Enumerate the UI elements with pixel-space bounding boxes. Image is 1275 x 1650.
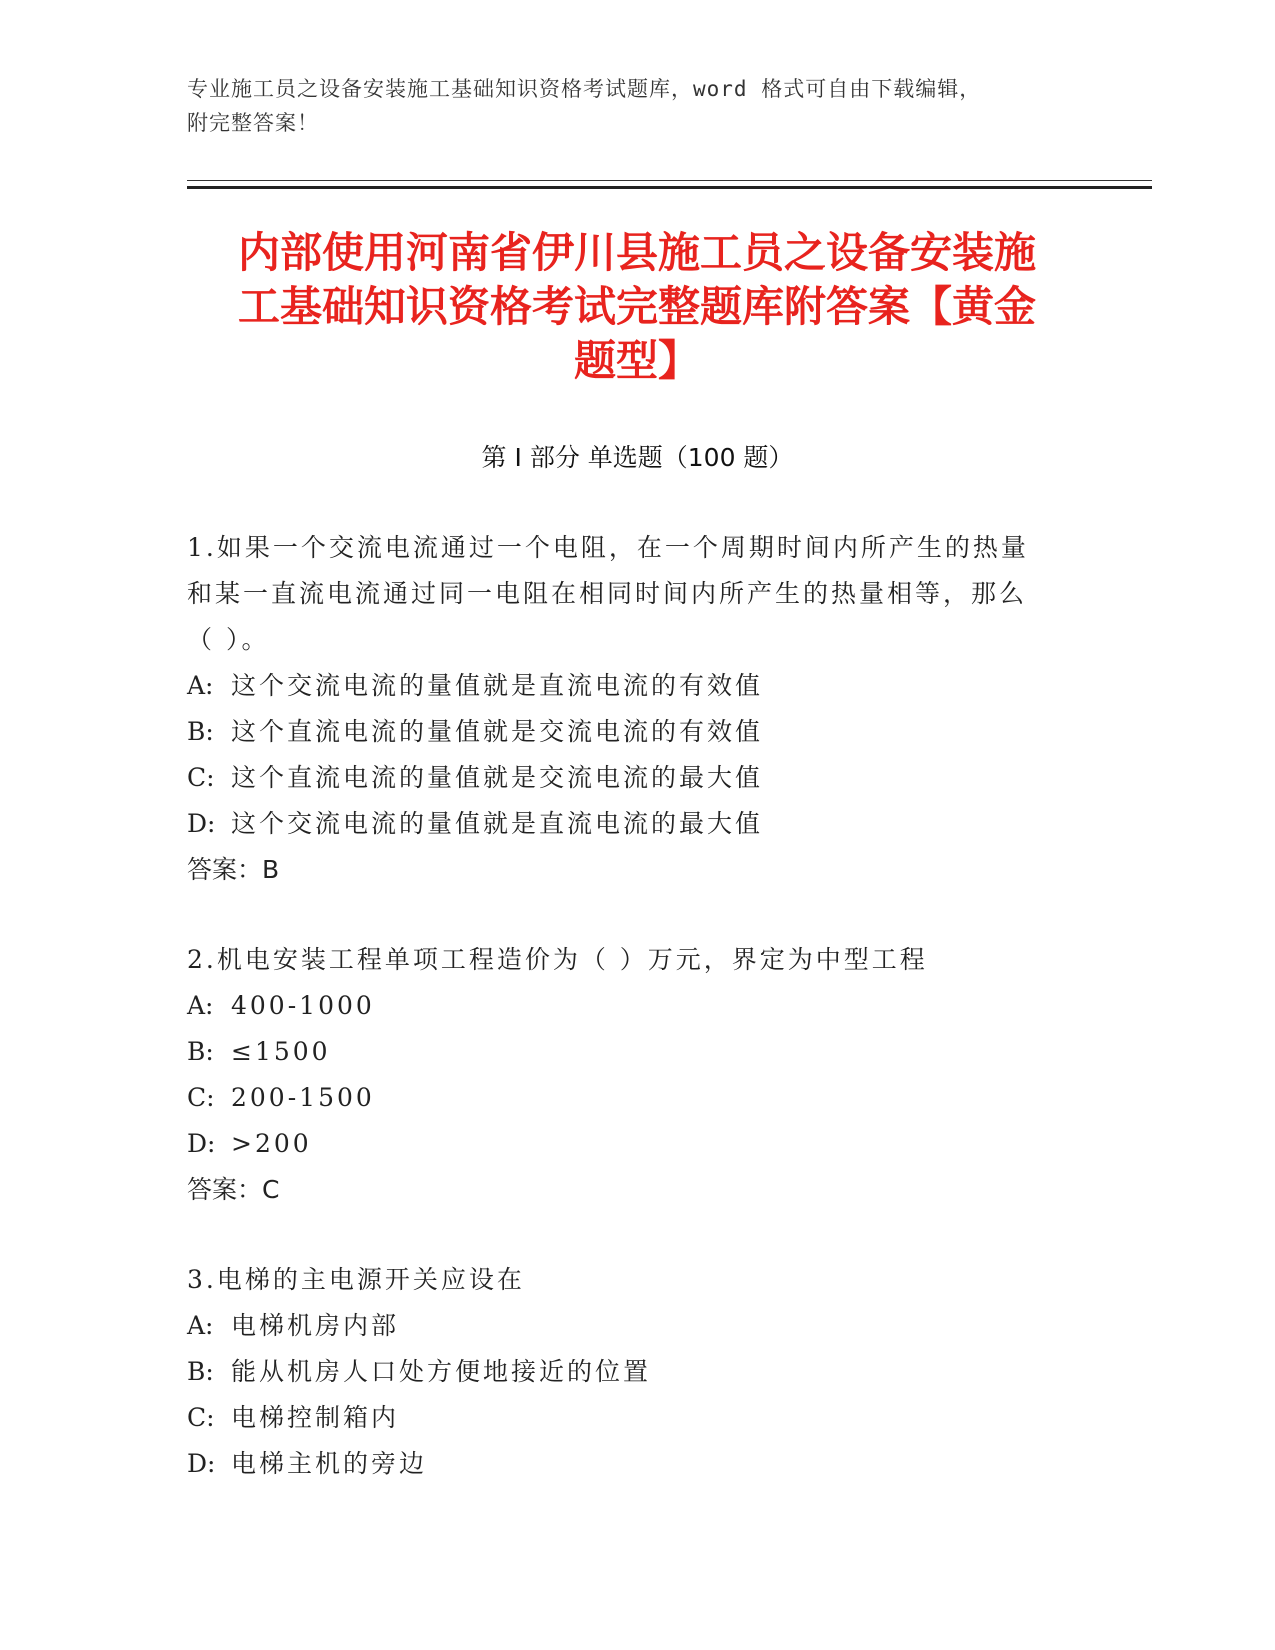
answer-option-a xyxy=(187,1303,1067,1349)
option-key: B: xyxy=(187,1037,214,1066)
document-title xyxy=(187,226,1087,388)
document-title-line: 内部使用河南省伊川县施工员之设备安装施 xyxy=(237,228,1036,277)
header-divider-thin xyxy=(187,180,1152,181)
question-stem: 2.机电安装工程单项工程造价为（ ）万元，界定为中型工程 xyxy=(187,945,928,974)
question-stem: 和某一直流电流通过同一电阻在相同时间内所产生的热量相等，那么 xyxy=(187,579,1028,608)
option-key: C: xyxy=(187,1403,215,1432)
option-key: A: xyxy=(187,1311,214,1340)
option-key: D: xyxy=(187,1129,216,1158)
header-note-line: 专业施工员之设备安装施工基础知识资格考试题库，word 格式可自由下载编辑， xyxy=(187,77,982,101)
answer-option-d xyxy=(187,1121,1067,1167)
option-key: B: xyxy=(187,717,214,746)
question-spacer xyxy=(187,893,1067,937)
header-note xyxy=(187,72,1067,140)
answer-option-d xyxy=(187,801,1067,847)
option-text: 能从机房人口处方便地接近的位置 xyxy=(231,1357,652,1386)
question-item xyxy=(187,525,1067,893)
answer-option-c xyxy=(187,1395,1067,1441)
answer-option-b xyxy=(187,1029,1067,1075)
answer-key: 答案：C xyxy=(187,1175,280,1204)
answer-option-c xyxy=(187,755,1067,801)
answer-option-c xyxy=(187,1075,1067,1121)
option-key: B: xyxy=(187,1357,214,1386)
option-text: 这个交流电流的量值就是直流电流的有效值 xyxy=(231,671,764,700)
option-text: 这个直流电流的量值就是交流电流的最大值 xyxy=(231,763,764,792)
option-key: C: xyxy=(187,763,215,792)
question-stem: （ ）。 xyxy=(187,625,270,654)
option-text: 这个交流电流的量值就是直流电流的最大值 xyxy=(231,809,764,838)
option-text: 200-1500 xyxy=(231,1083,375,1112)
option-key: D: xyxy=(187,809,216,838)
option-text: 400-1000 xyxy=(231,991,375,1020)
option-key: C: xyxy=(187,1083,215,1112)
section-heading: 第 I 部分 单选题（100 题） xyxy=(481,443,794,472)
question-spacer xyxy=(187,1213,1067,1257)
question-stem: 3.电梯的主电源开关应设在 xyxy=(187,1265,525,1294)
answer-option-b xyxy=(187,709,1067,755)
option-key: A: xyxy=(187,671,214,700)
question-list xyxy=(187,525,1067,1487)
option-key: D: xyxy=(187,1449,216,1478)
header-divider-thick xyxy=(187,186,1152,189)
answer-option-b xyxy=(187,1349,1067,1395)
header-note-line: 附完整答案！ xyxy=(187,111,319,135)
option-text: 电梯机房内部 xyxy=(231,1311,400,1340)
answer-option-d xyxy=(187,1441,1067,1487)
option-text: ≤1500 xyxy=(231,1037,331,1066)
question-item xyxy=(187,937,1067,1213)
answer-option-a xyxy=(187,663,1067,709)
option-text: >200 xyxy=(231,1129,312,1158)
option-text: 电梯控制箱内 xyxy=(231,1403,400,1432)
question-stem: 1.如果一个交流电流通过一个电阻，在一个周期时间内所产生的热量 xyxy=(187,533,1029,562)
option-key: A: xyxy=(187,991,214,1020)
option-text: 电梯主机的旁边 xyxy=(231,1449,428,1478)
answer-key: 答案：B xyxy=(187,855,280,884)
question-item xyxy=(187,1257,1067,1487)
option-text: 这个直流电流的量值就是交流电流的有效值 xyxy=(231,717,764,746)
document-title-line: 工基础知识资格考试完整题库附答案【黄金 xyxy=(237,282,1036,331)
document-title-line: 题型】 xyxy=(573,336,700,385)
answer-option-a xyxy=(187,983,1067,1029)
